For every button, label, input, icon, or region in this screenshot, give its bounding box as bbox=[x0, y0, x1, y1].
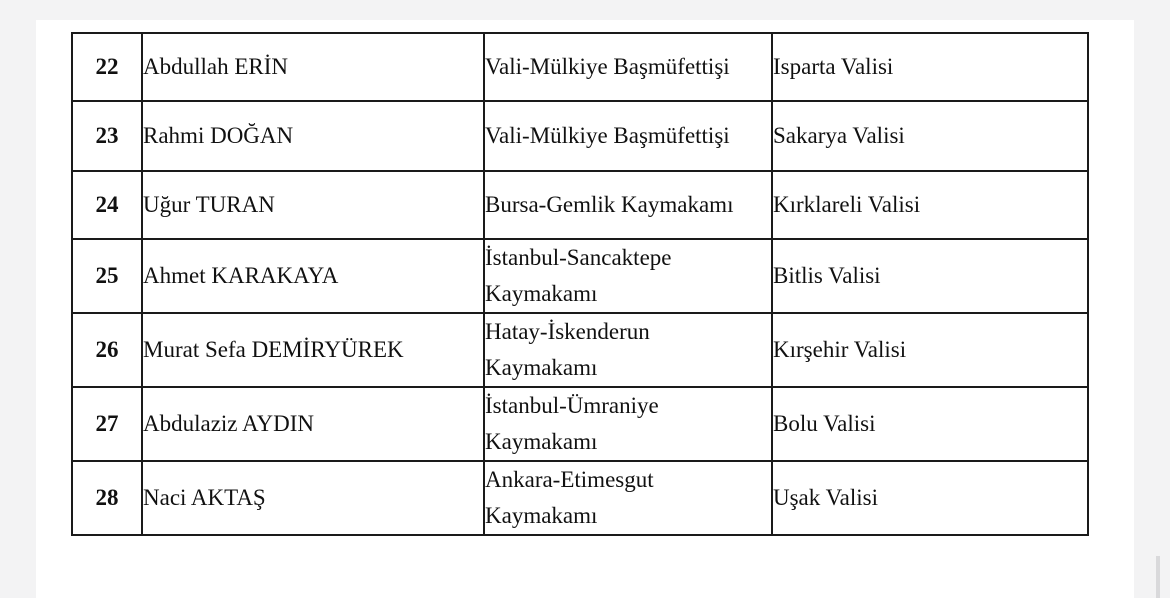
person-name: Ahmet KARAKAYA bbox=[142, 239, 484, 313]
previous-position-line: Vali-Mülkiye Başmüfettişi bbox=[485, 54, 730, 79]
previous-position bbox=[484, 33, 772, 101]
person-name: Abdulaziz AYDIN bbox=[142, 387, 484, 461]
previous-position bbox=[484, 101, 772, 171]
row-number: 28 bbox=[72, 461, 142, 535]
new-position: Bolu Valisi bbox=[772, 387, 1088, 461]
person-name: Uğur TURAN bbox=[142, 171, 484, 239]
previous-position bbox=[484, 461, 772, 535]
row-number: 23 bbox=[72, 101, 142, 171]
person-name: Rahmi DOĞAN bbox=[142, 101, 484, 171]
previous-position bbox=[484, 313, 772, 387]
new-position: Uşak Valisi bbox=[772, 461, 1088, 535]
previous-position-line: Kaymakamı bbox=[485, 355, 598, 380]
row-number: 22 bbox=[72, 33, 142, 101]
row-number: 24 bbox=[72, 171, 142, 239]
new-position: Isparta Valisi bbox=[772, 33, 1088, 101]
previous-position-line: Bursa-Gemlik Kaymakamı bbox=[485, 192, 734, 217]
previous-position-line: İstanbul-Ümraniye bbox=[485, 393, 659, 418]
row-number: 25 bbox=[72, 239, 142, 313]
previous-position-line: Kaymakamı bbox=[485, 429, 598, 454]
appointments-table bbox=[71, 32, 1089, 536]
previous-position-line: İstanbul-Sancaktepe bbox=[485, 245, 672, 270]
table-row bbox=[72, 171, 1088, 239]
table-row bbox=[72, 313, 1088, 387]
table-row bbox=[72, 239, 1088, 313]
previous-position-line: Ankara-Etimesgut bbox=[485, 467, 654, 492]
new-position: Kırşehir Valisi bbox=[772, 313, 1088, 387]
previous-position bbox=[484, 387, 772, 461]
previous-position bbox=[484, 239, 772, 313]
table-row bbox=[72, 33, 1088, 101]
new-position: Sakarya Valisi bbox=[772, 101, 1088, 171]
previous-position-line: Hatay-İskenderun bbox=[485, 319, 650, 344]
previous-position-line: Vali-Mülkiye Başmüfettişi bbox=[485, 123, 730, 148]
new-position: Kırklareli Valisi bbox=[772, 171, 1088, 239]
previous-position bbox=[484, 171, 772, 239]
scroll-edge bbox=[1156, 556, 1160, 598]
person-name: Abdullah ERİN bbox=[142, 33, 484, 101]
new-position: Bitlis Valisi bbox=[772, 239, 1088, 313]
previous-position-line: Kaymakamı bbox=[485, 281, 598, 306]
person-name: Naci AKTAŞ bbox=[142, 461, 484, 535]
row-number: 27 bbox=[72, 387, 142, 461]
table-row bbox=[72, 387, 1088, 461]
table-row bbox=[72, 461, 1088, 535]
person-name: Murat Sefa DEMİRYÜREK bbox=[142, 313, 484, 387]
previous-position-line: Kaymakamı bbox=[485, 503, 598, 528]
row-number: 26 bbox=[72, 313, 142, 387]
table-row bbox=[72, 101, 1088, 171]
